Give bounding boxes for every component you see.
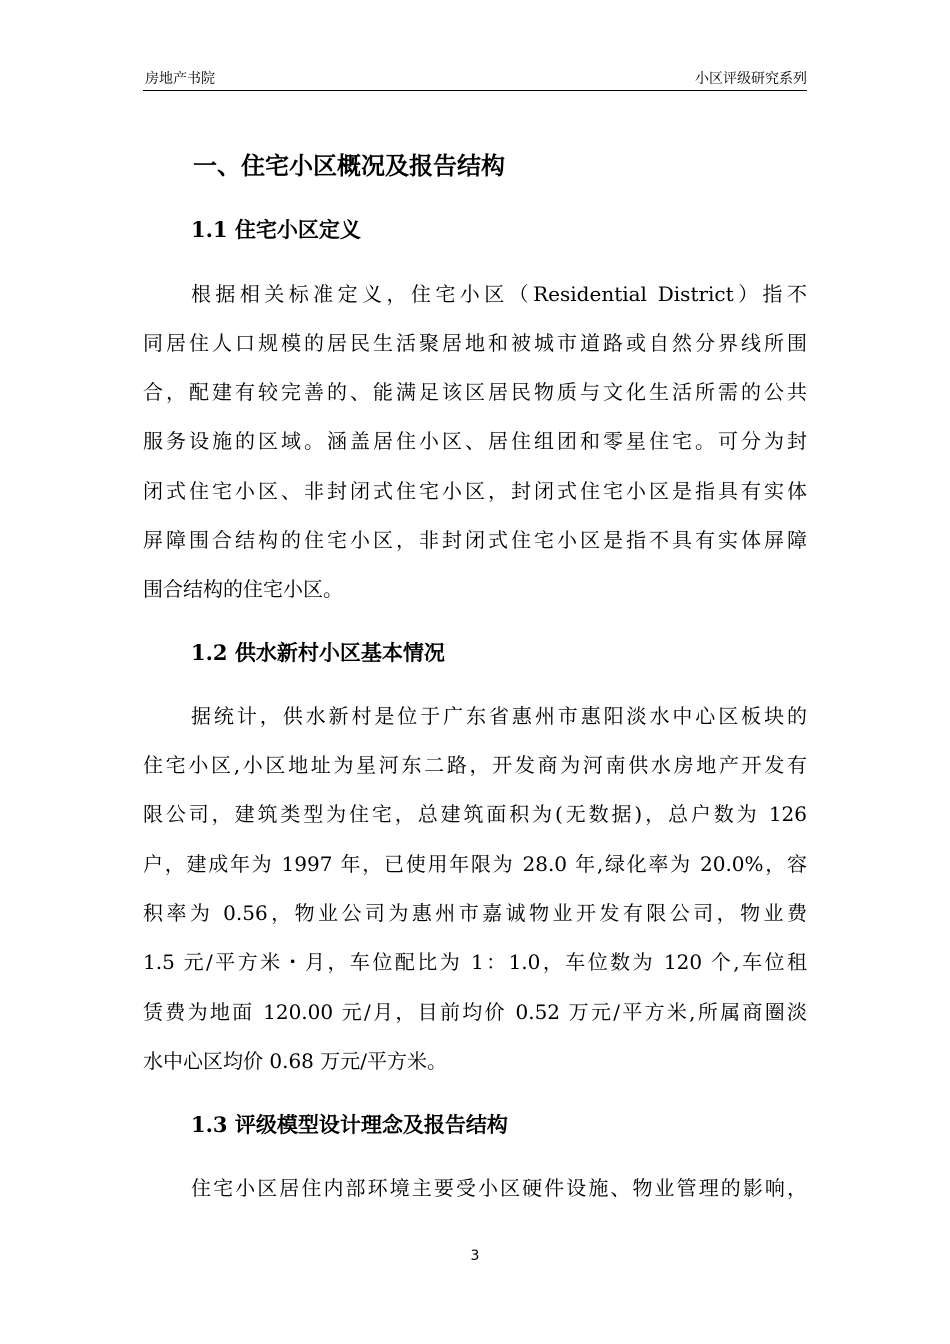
section-1-3-line: 住宅小区居住内部环境主要受小区硬件设施、物业管理的影响， [191, 1176, 807, 1200]
section-1-2-line: 1.5 元/平方米・月，车位配比为 1：1.0，车位数为 120 个,车位租 [143, 950, 807, 974]
section-1-1-heading: 1.1 住宅小区定义 [191, 217, 361, 242]
section-1-1-line: 服务设施的区域。涵盖居住小区、居住组团和零星住宅。可分为封 [143, 429, 807, 453]
section-1-1-line: 合，配建有较完善的、能满足该区居民物质与文化生活所需的公共 [143, 380, 807, 404]
section-1-1-line: 根据相关标准定义，住宅小区（Residential District）指不 [191, 282, 807, 306]
section-1-2-line: 住宅小区,小区地址为星河东二路，开发商为河南供水房地产开发有 [143, 753, 807, 777]
header-left-title: 房地产书院 [145, 71, 215, 87]
section-1-2-line: 赁费为地面 120.00 元/月，目前均价 0.52 万元/平方米,所属商圈淡 [143, 1000, 807, 1024]
page-number: 3 [470, 1248, 480, 1264]
section-1-2-line: 限公司，建筑类型为住宅，总建筑面积为(无数据)，总户数为 126 [143, 802, 807, 826]
page-header [143, 66, 807, 91]
section-1-3-heading: 1.3 评级模型设计理念及报告结构 [191, 1112, 508, 1137]
section-1-1-line: 围合结构的住宅小区。 [143, 577, 343, 601]
chapter-heading: 一、住宅小区概况及报告结构 [193, 151, 505, 180]
section-1-2-line: 水中心区均价 0.68 万元/平方米。 [143, 1049, 447, 1073]
section-1-2-heading: 1.2 供水新村小区基本情况 [191, 640, 445, 665]
section-1-2-line: 积率为 0.56，物业公司为惠州市嘉诚物业开发有限公司，物业费 [143, 901, 807, 925]
section-1-1-line: 同居住人口规模的居民生活聚居地和被城市道路或自然分界线所围 [143, 331, 807, 355]
section-1-1-line: 屏障围合结构的住宅小区，非封闭式住宅小区是指不具有实体屏障 [143, 528, 807, 552]
section-1-1-line: 闭式住宅小区、非封闭式住宅小区，封闭式住宅小区是指具有实体 [143, 479, 807, 503]
header-right-title: 小区评级研究系列 [695, 71, 807, 87]
section-1-2-line: 据统计，供水新村是位于广东省惠州市惠阳淡水中心区板块的 [191, 704, 807, 728]
section-1-2-line: 户，建成年为 1997 年，已使用年限为 28.0 年,绿化率为 20.0%，容 [143, 852, 807, 876]
